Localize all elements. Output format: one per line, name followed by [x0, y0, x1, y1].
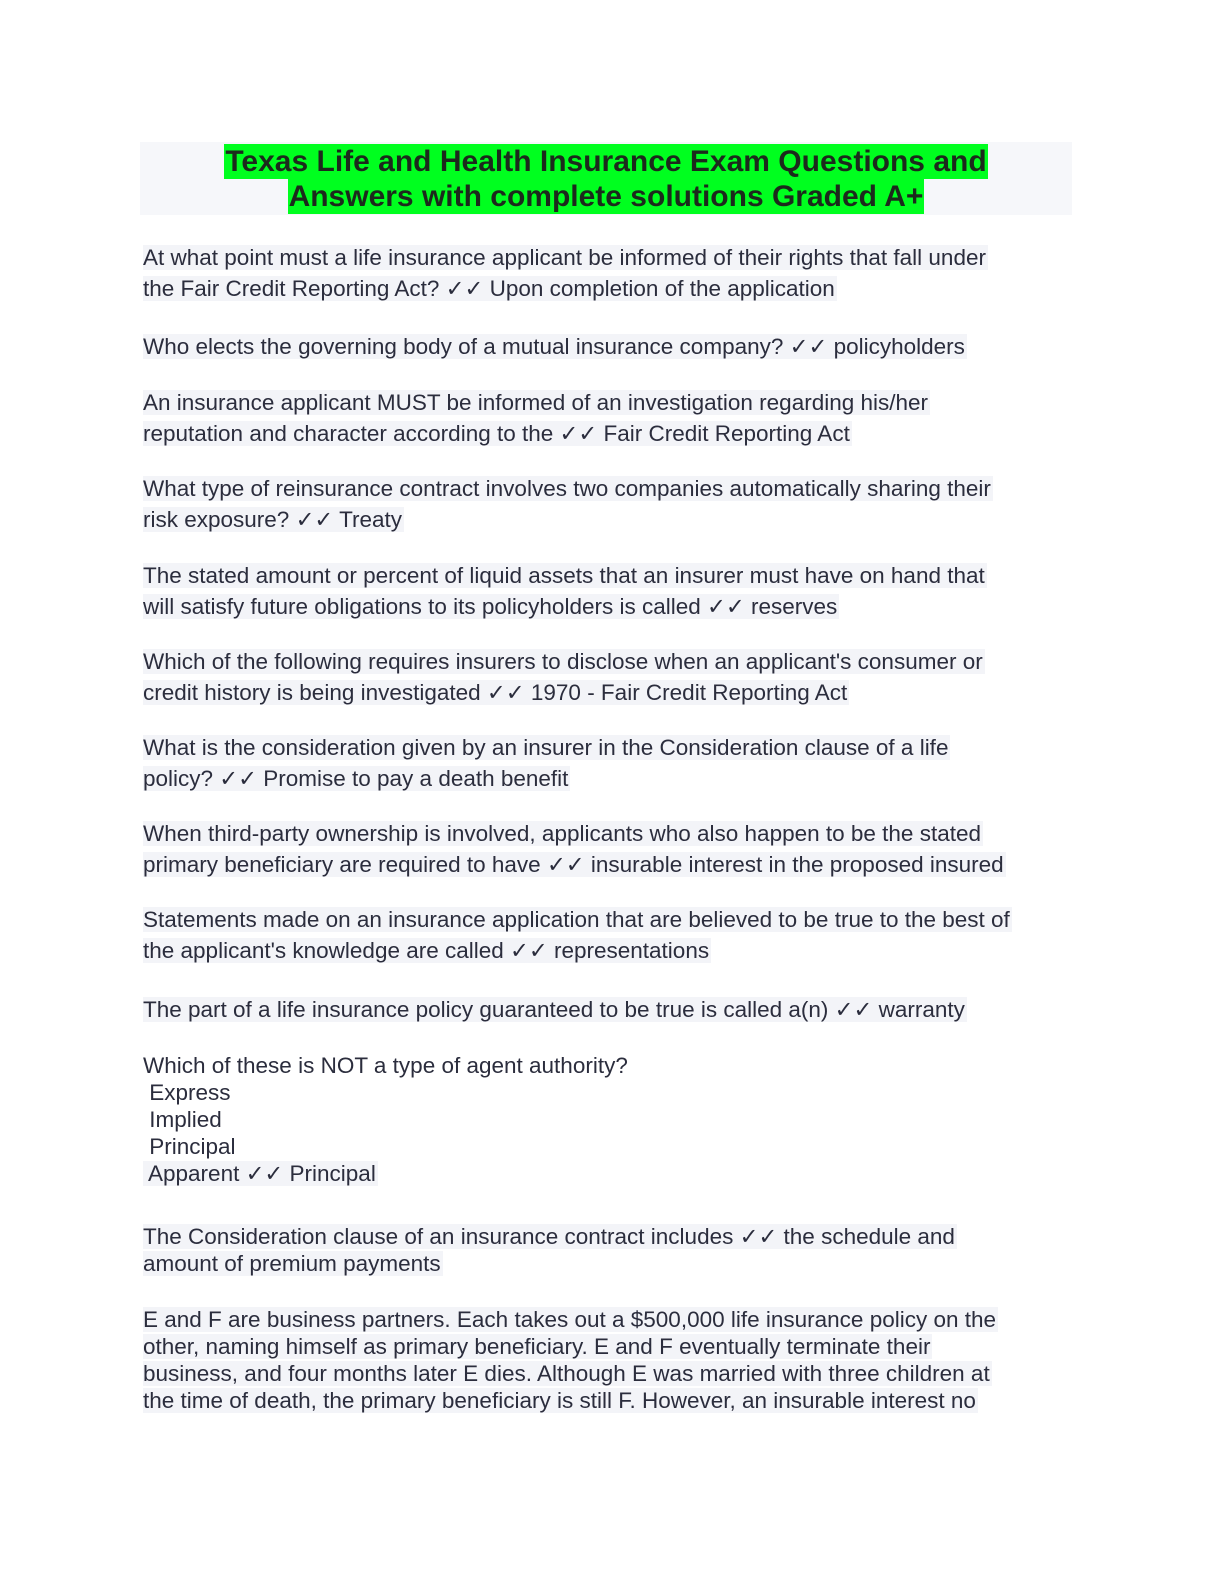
qa-text: amount of premium payments [143, 1251, 441, 1276]
qa-text: Statements made on an insurance application that are believed to be true to the best of [143, 907, 1010, 932]
qa-text: At what point must a life insurance applicant be informed of their rights that fall under [143, 245, 986, 270]
qa-text: The stated amount or percent of liquid assets that an insurer must have on hand that [143, 563, 985, 588]
qa-text: other, naming himself as primary beneficiary. E and F eventually terminate their [143, 1334, 931, 1359]
qa-text: The part of a life insurance policy guaranteed to be true is called a(n) ✓✓ warranty [143, 997, 965, 1022]
qa-text: credit history is being investigated ✓✓ 1970 - Fair Credit Reporting Act [143, 680, 848, 705]
qa-item-2 [143, 331, 967, 362]
qa-text: Who elects the governing body of a mutual insurance company? ✓✓ policyholders [143, 334, 965, 359]
qa-text: the time of death, the primary beneficiary is still F. However, an insurable interest no [143, 1388, 976, 1413]
qa-text: Which of the following requires insurers to disclose when an applicant's consumer or [143, 649, 983, 674]
qa-item-12 [143, 1223, 957, 1277]
qa-text: the applicant's knowledge are called ✓✓ representations [143, 938, 710, 963]
qa-text: the Fair Credit Reporting Act? ✓✓ Upon completion of the application [143, 276, 835, 301]
qa-item-10 [143, 994, 967, 1025]
qa-text: An insurance applicant MUST be informed of an investigation regarding his/her [143, 390, 929, 415]
qa-text: The Consideration clause of an insurance contract includes ✓✓ the schedule and [143, 1224, 955, 1249]
qa-item-13 [143, 1306, 998, 1414]
document-title [140, 142, 1072, 215]
qa-text: will satisfy future obligations to its policyholders is called ✓✓ reserves [143, 594, 838, 619]
qa-option-text: Implied [143, 1107, 222, 1132]
qa-text: reputation and character according to the ✓✓ Fair Credit Reporting Act [143, 421, 850, 446]
qa-item-7 [143, 732, 950, 794]
qa-item-3 [143, 387, 930, 449]
qa-item-11 [143, 1052, 630, 1187]
title-line-1: Texas Life and Health Insurance Exam Questions and [225, 145, 987, 178]
qa-item-1 [143, 242, 988, 304]
qa-text: What is the consideration given by an insurer in the Consideration clause of a life [143, 735, 949, 760]
qa-option-text: Express [143, 1080, 231, 1105]
qa-option-text: Apparent ✓✓ Principal [143, 1161, 376, 1186]
qa-text: policy? ✓✓ Promise to pay a death benefit [143, 766, 569, 791]
qa-option-text: Principal [143, 1134, 236, 1159]
qa-text: business, and four months later E dies. Although E was married with three children at [143, 1361, 990, 1386]
qa-item-9 [143, 904, 1012, 966]
qa-item-4 [143, 473, 993, 535]
qa-text: What type of reinsurance contract involves two companies automatically sharing their [143, 476, 991, 501]
title-line-2: Answers with complete solutions Graded A+ [288, 180, 924, 213]
qa-item-5 [143, 560, 987, 622]
qa-text: E and F are business partners. Each takes out a $500,000 life insurance policy on the [143, 1307, 997, 1332]
qa-item-6 [143, 646, 985, 708]
qa-text: When third-party ownership is involved, applicants who also happen to be the stated [143, 821, 981, 846]
qa-question-text: Which of these is NOT a type of agent authority? [143, 1053, 628, 1078]
qa-text: primary beneficiary are required to have ✓✓ insurable interest in the proposed insured [143, 852, 1004, 877]
qa-item-8 [143, 818, 1006, 880]
qa-text: risk exposure? ✓✓ Treaty [143, 507, 403, 532]
